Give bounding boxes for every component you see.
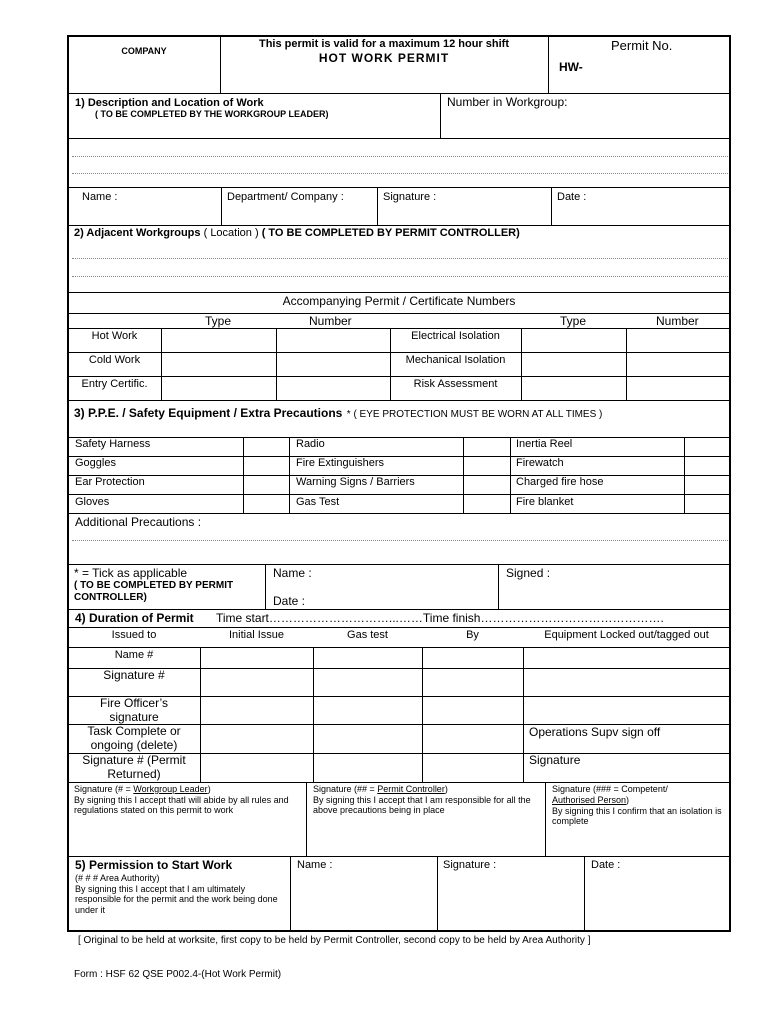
section2-sub: ( TO BE COMPLETED BY PERMIT CONTROLLER) [261, 227, 520, 239]
section1-sub: ( TO BE COMPLETED BY THE WORKGROUP LEADER) [95, 109, 329, 119]
col-issued-to: Issued to [111, 629, 157, 641]
rule [68, 647, 730, 648]
rule [68, 564, 730, 565]
workgroup-label: Number in Workgroup: [447, 95, 568, 109]
rule [243, 437, 244, 513]
section3-heading-row [74, 404, 602, 422]
rule [306, 782, 307, 856]
rule [290, 856, 291, 930]
controller-date-label: Date : [273, 594, 306, 608]
col-equipment-locked: Equipment Locked out/tagged out [544, 629, 709, 641]
ppe-tick-box[interactable] [465, 439, 509, 455]
rule [521, 328, 522, 400]
ppe-tick-box[interactable] [686, 439, 729, 455]
rule [161, 328, 162, 400]
section5-sub: (# # # Area Authority) [75, 873, 160, 883]
sig-legend-workgroup-title: Signature (# = Workgroup Leader) [74, 784, 211, 794]
accompanying-number-cell[interactable] [628, 354, 728, 375]
rule [463, 437, 464, 513]
number-header: Number [309, 314, 352, 328]
duration-grid-cells[interactable] [202, 649, 728, 781]
rule [68, 328, 730, 329]
accompanying-number-cell[interactable] [278, 354, 389, 375]
accompanying-number-cell[interactable] [278, 330, 389, 351]
ppe-tick-box[interactable] [465, 496, 509, 512]
header-divider [548, 36, 549, 93]
rule [684, 437, 685, 513]
accompanying-title: Accompanying Permit / Certificate Numbers [282, 294, 516, 308]
signature-label: Signature : [383, 191, 437, 203]
permit-type-cold-work: Cold Work [88, 354, 141, 366]
sig-legend-competent-title: Signature (### = Competent/ [552, 784, 668, 794]
ppe-gloves: Gloves [75, 496, 110, 508]
copies-note: [ Original to be held at worksite, first copy to be held by Permit Controller, second copy to be held by Area Authority ] [78, 935, 591, 946]
ppe-tick-box[interactable] [245, 496, 288, 512]
rule [68, 292, 730, 293]
area-authority-signature-label: Signature : [443, 859, 497, 871]
ppe-tick-box[interactable] [465, 477, 509, 493]
rule [545, 782, 546, 856]
permit-type-risk: Risk Assessment [413, 378, 498, 390]
department-label: Department/ Company : [227, 191, 344, 203]
rule [510, 437, 511, 513]
adjacent-line[interactable] [72, 276, 728, 277]
type-header: Type [205, 314, 232, 328]
ppe-tick-box[interactable] [465, 458, 509, 474]
section4-heading: 4) Duration of Permit [75, 611, 194, 625]
sig-legend-role: Workgroup Leader [133, 784, 208, 794]
row-fire-officer: Fire Officer’s signature [99, 696, 168, 724]
area-authority-date-field[interactable] [587, 876, 728, 928]
row-signature: Signature # [103, 668, 165, 682]
rule [68, 93, 730, 94]
rule [68, 187, 730, 188]
rule [68, 856, 730, 857]
ppe-safety-harness: Safety Harness [75, 438, 151, 450]
permit-type-hot-work: Hot Work [91, 330, 138, 342]
ppe-fire-extinguishers: Fire Extinguishers [296, 457, 385, 469]
controller-signed-label: Signed : [506, 566, 551, 580]
section2-heading-row [74, 227, 520, 240]
ppe-ear-protection: Ear Protection [75, 476, 145, 488]
rule [68, 494, 730, 495]
tick-note: * = Tick as applicable [74, 566, 188, 580]
ppe-warning-signs: Warning Signs / Barriers [296, 476, 415, 488]
rule [68, 782, 730, 783]
workgroup-field[interactable] [540, 112, 720, 132]
rule [626, 328, 627, 400]
permit-no-label: Permit No. [611, 38, 673, 53]
controller-note: CONTROLLER) [74, 592, 147, 603]
number-header: Number [656, 314, 699, 328]
accompanying-type-cell[interactable] [163, 354, 275, 375]
department-field[interactable] [224, 205, 374, 223]
rule [440, 94, 441, 139]
rule [68, 138, 730, 139]
rule [289, 437, 290, 513]
section5-heading: 5) Permission to Start Work [75, 858, 233, 872]
name-label: Name : [82, 191, 118, 203]
ppe-gas-test: Gas Test [296, 496, 340, 508]
rule [68, 225, 730, 226]
rule [551, 187, 552, 225]
area-authority-name-field[interactable] [293, 876, 435, 928]
controller-date-field[interactable] [315, 590, 495, 608]
rule [68, 400, 730, 401]
sig-legend-role: Permit Controller [377, 784, 445, 794]
section2-heading: 2) Adjacent Workgroups [74, 227, 201, 239]
area-authority-signature-field[interactable] [440, 876, 582, 928]
type-header: Type [560, 314, 587, 328]
rule [584, 856, 585, 930]
rule [498, 564, 499, 609]
ppe-radio: Radio [296, 438, 325, 450]
row-task-complete: Task Complete or ongoing (delete) [87, 724, 181, 752]
accompanying-type-cell[interactable] [523, 330, 625, 351]
ppe-tick-box[interactable] [686, 496, 729, 512]
additional-precautions-line[interactable] [72, 540, 728, 541]
controller-name-field[interactable] [320, 566, 495, 586]
section3-heading: 3) P.P.E. / Safety Equipment / Extra Precautions [74, 406, 343, 420]
time-start-finish[interactable]: Time start…………………………...……Time finish………………………………………. [216, 611, 664, 625]
ops-supv-sign-off: Operations Supv sign off [529, 725, 661, 739]
col-by: By [466, 629, 479, 641]
row-permit-returned: Signature # (Permit Returned) [82, 753, 186, 781]
accompanying-number-cell[interactable] [628, 330, 728, 351]
permit-type-electrical: Electrical Isolation [411, 330, 500, 342]
rule [221, 187, 222, 225]
permit-no-field[interactable]: HW- [559, 60, 583, 74]
accompanying-type-cell[interactable] [523, 354, 625, 375]
ppe-tick-box[interactable] [686, 477, 729, 493]
controller-name-label: Name : [273, 566, 312, 580]
signature-field[interactable] [380, 205, 548, 223]
validity-note: This permit is valid for a maximum 12 hour shift [258, 38, 509, 50]
rule [276, 328, 277, 400]
sig-legend-workgroup-text: By signing this I accept thatI will abide by all rules and regulations stated on this permit to work [74, 795, 289, 816]
section1-heading: 1) Description and Location of Work [75, 97, 264, 109]
sig-legend-competent-text: By signing this I confirm that an isolation is complete [552, 806, 722, 827]
ppe-charged-fire-hose: Charged fire hose [516, 476, 604, 488]
description-line[interactable] [72, 173, 728, 174]
ppe-firewatch: Firewatch [516, 457, 564, 469]
permit-type-mechanical: Mechanical Isolation [405, 354, 506, 366]
rule [68, 609, 730, 610]
company-label: COMPANY [121, 46, 167, 56]
accompanying-type-cell[interactable] [523, 378, 625, 399]
rule [437, 856, 438, 930]
rule [68, 513, 730, 514]
rule [68, 352, 730, 353]
rule [377, 187, 378, 225]
col-gas-test: Gas test [347, 629, 388, 641]
accompanying-type-cell[interactable] [163, 378, 275, 399]
section5-text: By signing this I accept that I am ultimately responsible for the permit and the work being done under it [75, 884, 278, 915]
rule [265, 564, 266, 609]
description-line[interactable] [72, 156, 728, 157]
permit-type-entry: Entry Certific. [81, 378, 148, 390]
date-label: Date : [557, 191, 587, 203]
additional-precautions-label: Additional Precautions : [75, 515, 202, 529]
ppe-tick-box[interactable] [686, 458, 729, 474]
accompanying-type-cell[interactable] [163, 330, 275, 351]
sig-legend-competent-role: Authorised Person) [552, 795, 630, 805]
sig-legend-controller-title: Signature (## = Permit Controller) [313, 784, 448, 794]
controller-signed-field[interactable] [556, 566, 728, 606]
sig-legend-prefix: Signature (## = [313, 784, 378, 794]
sig-legend-prefix: Signature (# = [74, 784, 134, 794]
date-field[interactable] [554, 205, 728, 223]
rule [200, 647, 201, 782]
area-authority-name-label: Name : [297, 859, 333, 871]
name-field[interactable] [70, 205, 218, 223]
sig-legend-controller-text: By signing this I accept that I am responsible for all the above precautions being in place [313, 795, 531, 816]
section2-location: ( Location ) [203, 227, 259, 239]
ops-signature-label: Signature [529, 753, 581, 767]
ppe-tick-box[interactable] [245, 458, 288, 474]
ppe-fire-blanket: Fire blanket [516, 496, 574, 508]
rule [68, 456, 730, 457]
ppe-goggles: Goggles [75, 457, 116, 469]
rule [68, 437, 730, 438]
page-title: HOT WORK PERMIT [318, 51, 450, 65]
form-reference: Form : HSF 62 QSE P002.4-(Hot Work Permit) [74, 969, 282, 980]
row-name: Name # [114, 649, 154, 661]
area-authority-date-label: Date : [591, 859, 621, 871]
sig-legend-role: Authorised Person [552, 795, 627, 805]
ppe-tick-box[interactable] [245, 439, 288, 455]
accompanying-number-cell[interactable] [278, 378, 389, 399]
accompanying-number-cell[interactable] [628, 378, 728, 399]
rule [68, 627, 730, 628]
ppe-tick-box[interactable] [245, 477, 288, 493]
controller-note: ( TO BE COMPLETED BY PERMIT [74, 580, 234, 591]
adjacent-line[interactable] [72, 258, 728, 259]
col-initial-issue: Initial Issue [228, 629, 285, 641]
ppe-inertia-reel: Inertia Reel [516, 438, 573, 450]
rule [68, 313, 730, 314]
eye-protection-note: * ( EYE PROTECTION MUST BE WORN AT ALL TIMES ) [346, 409, 603, 420]
rule [68, 376, 730, 377]
